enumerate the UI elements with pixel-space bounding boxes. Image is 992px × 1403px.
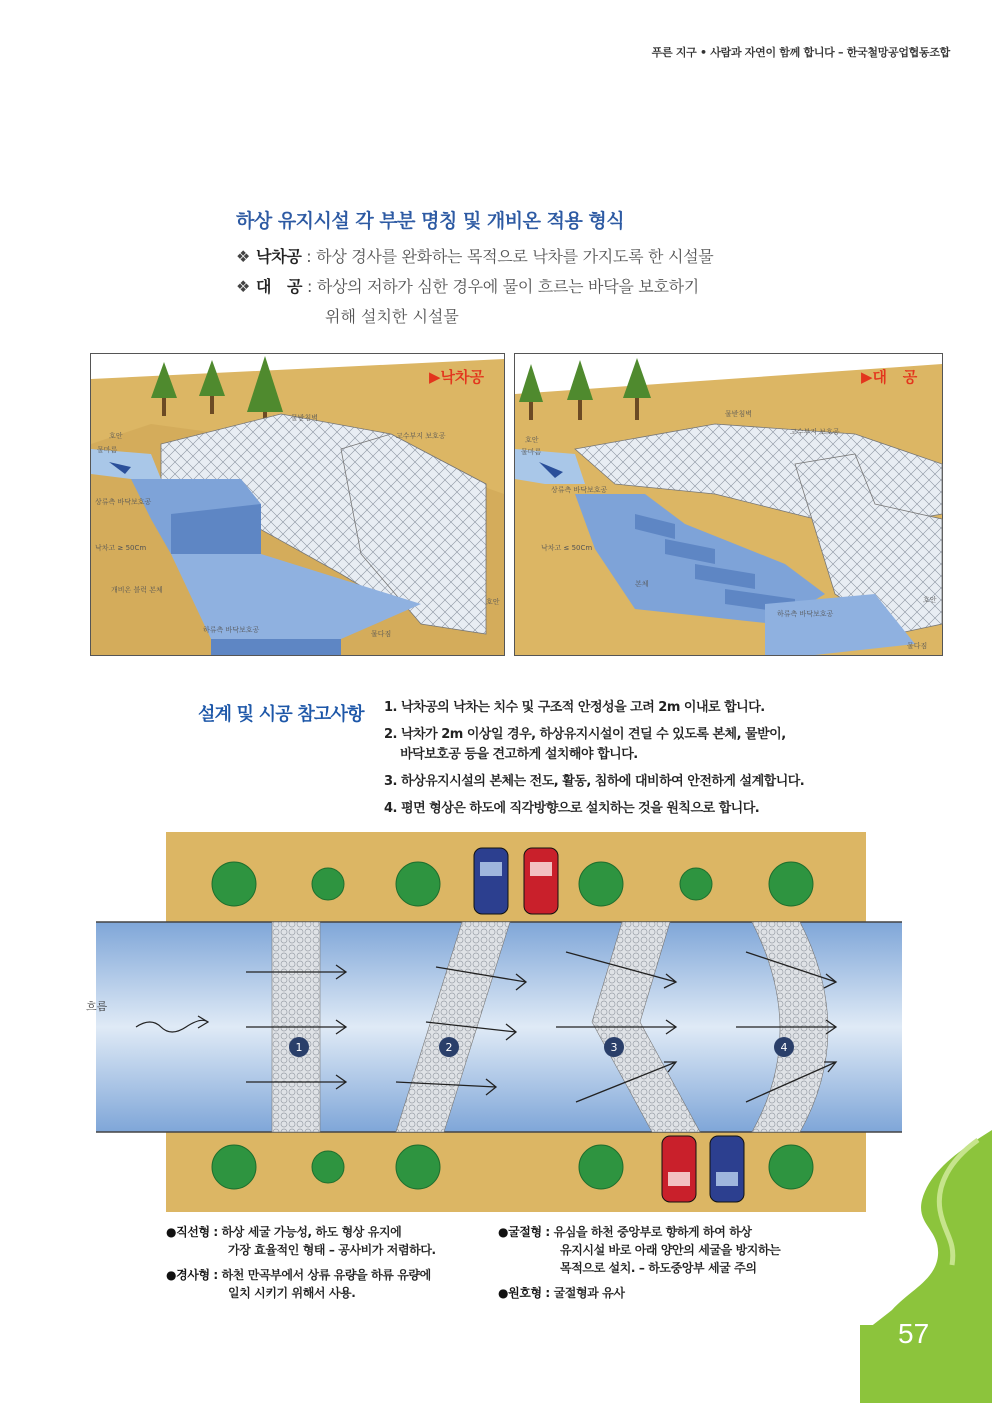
note-item: 4. 평면 형상은 하도에 직각방향으로 설치하는 것을 원칙으로 합니다. [384,801,760,816]
definition-text: : 하상의 저하가 심한 경우에 물이 흐르는 바닥을 보호하기 [302,277,699,296]
page-corner-splash [860,1130,992,1403]
marker-4 [774,1037,794,1057]
legend-line: 유지시설 바로 아래 양안의 세굴을 방지하는 [560,1243,781,1257]
bush-icon [579,1145,623,1189]
legend-term: ●직선형 [166,1225,210,1239]
definition-continuation: 위해 설치한 시설물 [325,307,459,326]
daegong-diagram [515,354,942,655]
bush-icon [212,1145,256,1189]
bush-icon [396,1145,440,1189]
callout: 낙차고 ≤ 50Cm [541,544,593,552]
callout: 하류측 바닥보호공 [777,610,834,618]
callout: 호안 [109,432,123,440]
marker-1 [289,1037,309,1057]
illustration-nakchagong [90,353,505,656]
car-icon-red [662,1136,696,1202]
callout: 상류측 바닥보호공 [551,486,608,494]
bush-icon [212,862,256,906]
callout: 물받침벽 [725,410,753,418]
section-title: 하상 유지시설 각 부분 명칭 및 개비온 적용 형식 [236,210,625,232]
legend-bent [498,1223,828,1277]
callout: 물받침벽 [291,414,319,422]
bush-icon [579,862,623,906]
marker-number: 3 [610,1041,618,1054]
car-icon-red [524,848,558,914]
bush-icon [680,868,712,900]
legend-term: ●굴절형 [498,1225,542,1239]
plan-view-diagram [86,832,902,1212]
definition-daegong [236,274,699,297]
legend-term: ●원호형 [498,1286,542,1300]
definition-text: : 하상 경사를 완화하는 목적으로 낙차를 가지도록 한 시설물 [301,247,714,266]
callout: 물마름 [521,448,542,456]
legend-inclined [166,1266,486,1302]
legend-term: ●경사형 [166,1268,210,1282]
illustration-label: ▶낙차공 [429,368,485,386]
car-icon-blue [710,1136,744,1202]
diamond-bullet-icon: ❖ [236,277,251,296]
callout: 물다짐 [371,630,392,638]
legend-line: : 유심을 하천 중앙부로 향하게 하여 하상 [541,1225,752,1239]
definition-nakchagong [236,244,713,267]
callout: 개비온 블럭 본체 [111,586,163,594]
callout: 호안 [923,596,937,604]
bush-icon [312,868,344,900]
nakchagong-diagram [91,354,504,655]
callout: 상류측 바닥보호공 [95,498,152,506]
marker-3 [604,1037,624,1057]
page-number: 57 [898,1318,930,1349]
marker-number: 4 [780,1041,788,1054]
legend-line: : 하천 만곡부에서 상류 유량을 하류 유량에 [209,1268,431,1282]
bush-icon [769,1145,813,1189]
note-item: 1. 낙차공의 낙차는 치수 및 구조적 안정성을 고려 2m 이내로 합니다. [384,700,765,715]
callout: 본체 [635,580,649,588]
illustration-label: ▶대 공 [861,368,918,386]
bush-icon [396,862,440,906]
flow-label: 흐름 [86,1000,108,1013]
legend-line: 가장 효율적인 형태 – 공사비가 저렴하다. [228,1243,436,1257]
legend-arc [498,1284,828,1302]
legend-line: : 하상 세굴 가능성, 하도 형상 유지에 [209,1225,402,1239]
definition-term: 낙차공 [256,247,302,266]
callout: 호안 [525,436,539,444]
note-item: 2. 낙차가 2m 이상일 경우, 하상유지시설이 견딜 수 있도록 본체, 물받이, [384,727,786,742]
note-item: 바닥보호공 등을 견고하게 설치해야 합니다. [384,747,638,762]
car-icon-blue [474,848,508,914]
marker-number: 2 [445,1041,453,1054]
callout: 낙차고 ≥ 50Cm [95,544,147,552]
bush-icon [769,862,813,906]
callout: 물다짐 [907,642,928,650]
definition-term: 대 공 [256,277,303,296]
bush-icon [312,1151,344,1183]
legend-line: 일치 시키기 위해서 사용. [228,1286,356,1300]
callout: 고수부지 보호공 [790,428,840,436]
running-header: 푸른 지구 • 사람과 자연이 함께 합니다 – 한국철망공업협동조합 [651,46,950,59]
marker-2 [439,1037,459,1057]
legend-straight [166,1223,486,1259]
notes-title: 설계 및 시공 참고사항 [198,704,364,725]
legend-line: : 굴절형과 유사 [541,1286,625,1300]
plan-view-illustration [86,832,902,1212]
note-item: 3. 하상유지시설의 본체는 전도, 활동, 침하에 대비하여 안전하게 설계합니다. [384,774,805,789]
illustration-daegong [514,353,943,656]
callout: 하류측 바닥보호공 [203,626,260,634]
diamond-bullet-icon: ❖ [236,247,251,266]
callout: 호안 [486,598,500,606]
callout: 물마름 [97,446,118,454]
legend-line: 목적으로 설치. – 하도중앙부 세굴 주의 [560,1261,757,1275]
callout: 고수부지 보호공 [396,432,446,440]
marker-number: 1 [295,1041,303,1054]
